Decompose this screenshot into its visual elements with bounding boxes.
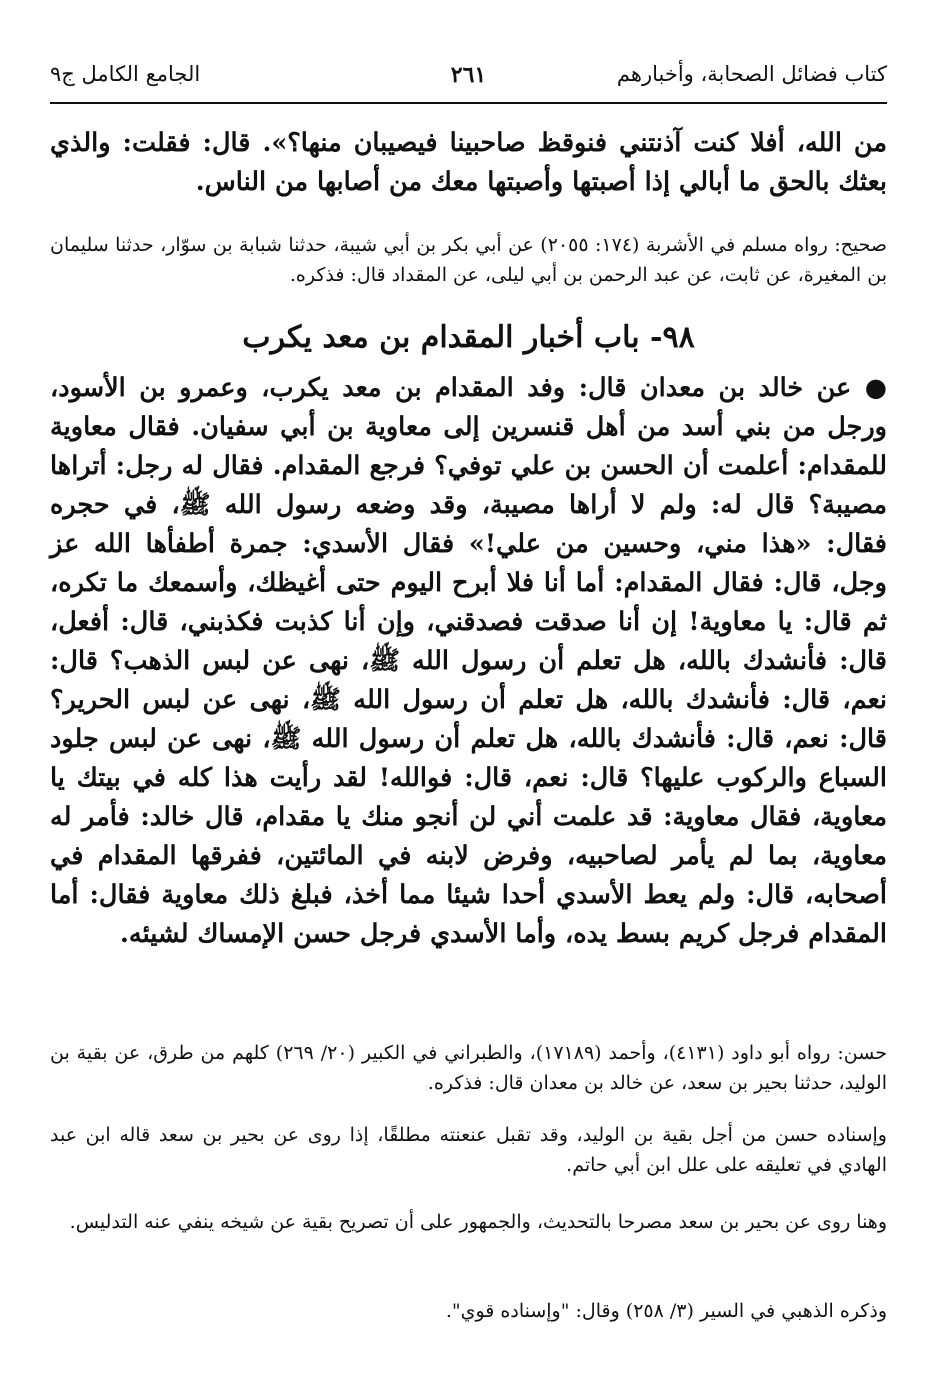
isnad-note-3: وذكره الذهبي في السير (٣/ ٢٥٨) وقال: "وإسناده قوي". [445, 1300, 887, 1322]
takhrij-note-hasan: حسن: رواه أبو داود (٤١٣١)، وأحمد (١٧١٨٩)، والطبراني في الكبير (٢٠/ ٢٦٩) كلهم من طرق، عن بقية بن الوليد، حدثنا بحير بن سعد، عن خالد بن معدان قال: فذكره. [50, 1042, 887, 1094]
hadith-main-text: ● عن خالد بن معدان قال: وفد المقدام بن معد يكرب، وعمرو بن الأسود، ورجل من بني أسد من أهل قنسرين إلى معاوية بن أبي سفيان. فقال معاوية للمقدام: أعلمت أن الحسن بن علي توفي؟ فرجع المقدام. فقال له رجل: أتراها مصيبة؟ قال له: ولم لا أراها مصيبة، وقد وضعه رسول الله ﷺ، في حجره فقال: «هذا مني، وحسين من علي!» فقال الأسدي: جمرة أطفأها الله عز وجل، قال: فقال المقدام: أما أنا فلا أبرح اليوم حتى أغيظك، وأسمعك ما تكره، ثم قال: يا معاوية! إن أنا صدقت فصدقني، وإن أنا كذبت فكذبني، قال: أفعل، قال: فأنشدك بالله، هل تعلم أن رسول الله ﷺ، نهى عن لبس الذهب؟ قال: نعم، قال: فأنشدك بالله، هل تعلم أن رسول الله ﷺ، نهى عن لبس الحرير؟ قال: نعم، قال: فأنشدك بالله، هل تعلم أن رسول الله ﷺ، نهى عن لبس جلود السباع والركوب عليها؟ قال: نعم، قال: فوالله! لقد رأيت هذا كله في بيتك يا معاوية، فقال معاوية: قد علمت أني لن أنجو منك يا مقدام، قال خالد: فأمر له معاوية، بما لم يأمر لصاحبيه، وفرض لابنه في المائتين، ففرقها المقدام في أصحابه، قال: ولم يعط الأسدي أحدا شيئا مما أخذ، فبلغ ذلك معاوية فقال: أما المقدام فرجل كريم بسط يده، وأما الأسدي فرجل حسن الإمساك لشيئه. [50, 373, 887, 949]
isnad-note-1: وإسناده حسن من أجل بقية بن الوليد، وقد تقبل عنعنته مطلقًا، إذا روى عن بحير بن سعد قاله ابن عبد الهادي في تعليقه على علل ابن أبي حاتم. [50, 1124, 887, 1176]
hadith-continuation-text: من الله، أفلا كنت آذنتني فنوقظ صاحبينا فيصيبان منها؟». قال: فقلت: والذي بعثك بالحق ما أبالي إذا أصبتها وأصبتها معك من أصابها من الناس. [50, 128, 887, 197]
isnad-note-2: وهنا روى عن بحير بن سعد مصرحا بالتحديث، والجمهور على أن تصريح بقية عن شيخه ينفي عنه التدليس. [69, 1211, 887, 1233]
takhrij-note-sahih: صحيح: رواه مسلم في الأشربة (١٧٤: ٢٠٥٥) عن أبي بكر بن أبي شيبة، حدثنا شبابة بن سوّار، حدثنا سليمان بن المغيرة، عن ثابت، عن عبد الرحمن بن أبي ليلى، عن المقداد قال: فذكره. [50, 234, 887, 286]
running-header [50, 62, 887, 104]
page-number: ٢٦١ [450, 62, 487, 88]
header-book-section: كتاب فضائل الصحابة، وأخبارهم [616, 62, 887, 86]
header-volume: الجامع الكامل ج٩ [50, 62, 201, 86]
chapter-heading: ٩٨- باب أخبار المقدام بن معد يكرب [242, 320, 695, 355]
